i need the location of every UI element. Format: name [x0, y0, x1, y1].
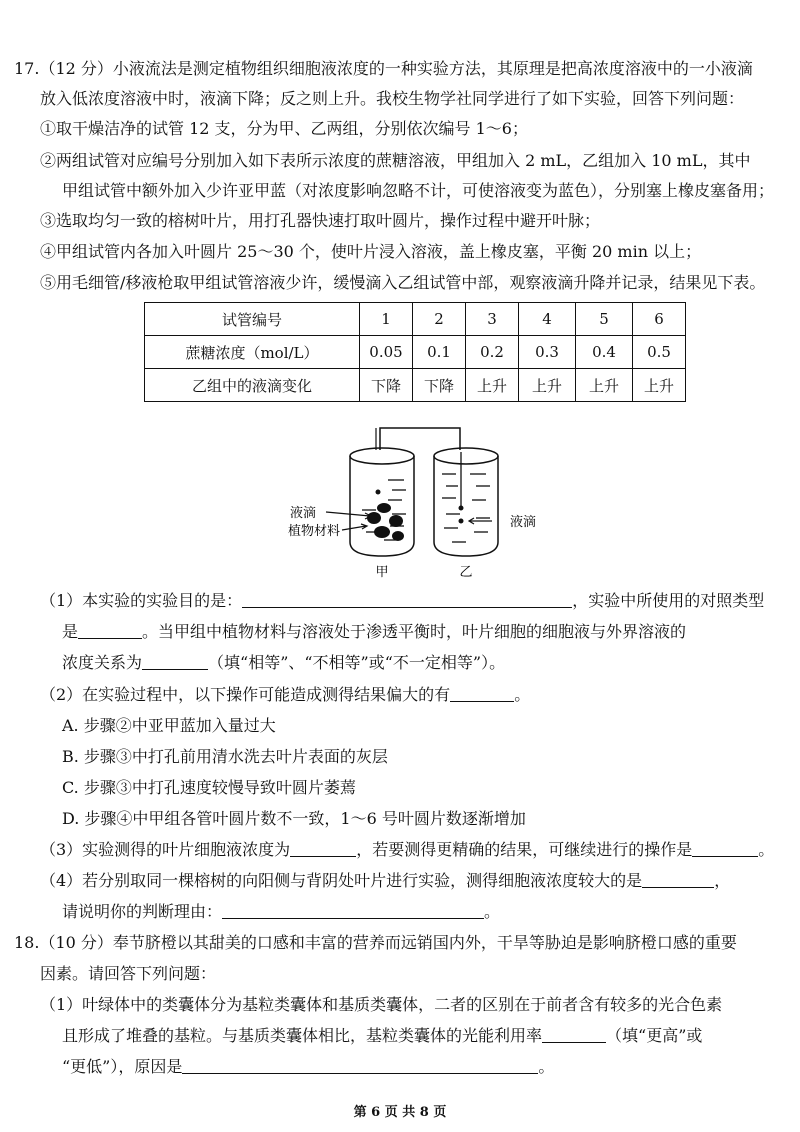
q17-sub2-line [40, 684, 782, 706]
q17-step3: ③选取均匀一致的榕树叶片，用打孔器快速打取叶圆片，操作过程中避开叶脉； [40, 211, 601, 230]
q17-sub1-text-e: 浓度关系为 [62, 653, 143, 672]
q17-sub4-end: 。 [484, 902, 501, 921]
q17-sub1-line3 [62, 652, 782, 674]
q17-sub1-line1 [40, 590, 782, 612]
leaf-disc [392, 531, 404, 541]
answer-blank[interactable] [642, 871, 714, 888]
q18-sub1-text-c: “更低”），原因是 [62, 1057, 183, 1076]
arrow-icon [342, 524, 367, 530]
label-yi: 乙 [459, 565, 473, 580]
answer-blank[interactable] [450, 685, 514, 702]
table-row [145, 303, 686, 336]
q18-sub1-text-b: （填“更高”或 [606, 1026, 703, 1045]
results-table [144, 302, 686, 402]
q17-step2-line1: ②两组试管对应编号分别加入如下表所示浓度的蔗糖溶液，甲组加入 2 mL，乙组加入 10 mL，其中 [40, 151, 751, 170]
tube-number: 4 [519, 303, 576, 336]
test-tube-diagram [280, 422, 560, 582]
q18-sub1-line1: （1）叶绿体中的类囊体分为基粒类囊体和基质类囊体，二者的区别在于前者含有较多的光合色素 [40, 995, 723, 1014]
droplet [459, 519, 464, 524]
q17-intro-line2: 放入低浓度溶液中时，液滴下降；反之则上升。我校生物学社同学进行了如下实验，回答下列问题： [40, 89, 745, 108]
change-cell: 上升 [519, 369, 576, 402]
change-cell: 上升 [633, 369, 686, 402]
q17-step1: ①取干燥洁净的试管 12 支，分为甲、乙两组，分别依次编号 1～6； [40, 119, 528, 138]
leaf-disc [377, 503, 391, 513]
option-d: D. 步骤④中甲组各管叶圆片数不一致，1～6 号叶圆片数逐渐增加 [62, 809, 526, 828]
droplet [459, 506, 464, 511]
q17-sub4-line2 [62, 901, 782, 923]
answer-blank[interactable] [692, 840, 758, 857]
tube-jia [350, 448, 414, 556]
q17-step5: ⑤用毛细管/移液枪取甲组试管溶液少许，缓慢滴入乙组试管中部，观察液滴升降并记录，结果见下表。 [40, 273, 766, 292]
concentration-cell: 0.4 [576, 336, 633, 369]
concentration-cell: 0.5 [633, 336, 686, 369]
answer-blank[interactable] [78, 622, 142, 639]
row-header-change: 乙组中的液滴变化 [145, 369, 360, 402]
leaf-disc [367, 512, 381, 524]
change-cell: 下降 [360, 369, 413, 402]
label-jia: 甲 [375, 565, 389, 580]
change-cell: 上升 [466, 369, 519, 402]
label-droplet-right: 液滴 [510, 515, 537, 530]
q17-sub1-text-b: ，实验中所使用的对照类型 [572, 591, 765, 610]
page-footer: 第 6 页 共 8 页 [353, 1105, 447, 1120]
option-c: C. 步骤③中打孔速度较慢导致叶圆片萎蔫 [62, 778, 356, 797]
arrow-icon [326, 512, 371, 519]
arrow-icon [469, 518, 492, 524]
q17-sub3-text-b: ，若要测得更精确的结果，可继续进行的操作是 [356, 840, 693, 859]
concentration-cell: 0.05 [360, 336, 413, 369]
answer-blank[interactable] [182, 1057, 538, 1074]
q17-sub1-text-d: 。当甲组中植物材料与溶液处于渗透平衡时，叶片细胞的细胞液与外界溶液的 [142, 622, 687, 641]
droplet [376, 490, 381, 495]
q17-sub1-text-a: （1）本实验的实验目的是： [40, 591, 243, 610]
concentration-cell: 0.3 [519, 336, 576, 369]
tube-number: 3 [466, 303, 519, 336]
q17-step4: ④甲组试管内各加入叶圆片 25～30 个，使叶片浸入溶液，盖上橡皮塞，平衡 20 min 以上； [40, 242, 702, 261]
option-a: A. 步骤②中亚甲蓝加入量过大 [62, 716, 276, 735]
q18-sub1-line3 [62, 1056, 782, 1078]
q17-sub1-text-c: 是 [62, 622, 79, 641]
answer-blank[interactable] [142, 653, 208, 670]
answer-blank[interactable] [242, 591, 572, 608]
q18-intro-line2: 因素。请回答下列问题： [40, 964, 217, 983]
row-header-concentration: 蔗糖浓度（mol/L） [145, 336, 360, 369]
q17-intro-line1: 17.（12 分）小液流法是测定植物组织细胞液浓度的一种实验方法，其原理是把高浓度溶液中的一小液滴 [14, 59, 753, 78]
q17-sub4-text-a: （4）若分别取同一棵榕树的向阳侧与背阴处叶片进行实验，测得细胞液浓度较大的是 [40, 871, 643, 890]
tube-number: 5 [576, 303, 633, 336]
q18-sub1-text-d: 。 [538, 1057, 555, 1076]
leaf-disc [389, 515, 403, 527]
row-header-tube: 试管编号 [145, 303, 360, 336]
q17-sub1-line2 [62, 621, 782, 643]
answer-blank[interactable] [542, 1026, 606, 1043]
q17-sub3-text-a: （3）实验测得的叶片细胞液浓度为 [40, 840, 291, 859]
tube-number: 6 [633, 303, 686, 336]
concentration-cell: 0.2 [466, 336, 519, 369]
leaf-disc [374, 526, 390, 538]
q17-sub4-text-b: ， [714, 871, 731, 890]
q17-sub3-line [40, 839, 782, 861]
table-row [145, 369, 686, 402]
change-cell: 下降 [413, 369, 466, 402]
q17-sub1-text-f: （填“相等”、“不相等”或“不一定相等”）。 [208, 653, 506, 672]
q17-sub4-text-c: 请说明你的判断理由： [62, 902, 223, 921]
q18-sub1-line2 [62, 1025, 782, 1047]
q17-sub3-end: 。 [758, 840, 775, 859]
q17-sub4-line1 [40, 870, 782, 892]
answer-blank[interactable] [290, 840, 356, 857]
label-droplet-left: 液滴 [289, 506, 316, 521]
answer-blank[interactable] [222, 902, 484, 919]
capillary-tube [380, 428, 460, 450]
tube-number: 1 [360, 303, 413, 336]
q18-sub1-text-a: 且形成了堆叠的基粒。与基质类囊体相比，基粒类囊体的光能利用率 [62, 1026, 543, 1045]
option-b: B. 步骤③中打孔前用清水洗去叶片表面的灰层 [62, 747, 388, 766]
q17-step2-line2: 甲组试管中额外加入少许亚甲蓝（对浓度影响忽略不计，可使溶液变为蓝色），分别塞上橡皮塞备用； [62, 181, 775, 200]
q17-sub2-text: （2）在实验过程中，以下操作可能造成测得结果偏大的有 [40, 685, 451, 704]
tube-yi [434, 448, 498, 556]
label-plant-material: 植物材料 [287, 524, 340, 539]
q18-intro-line1: 18.（10 分）奉节脐橙以其甜美的口感和丰富的营养而远销国内外，干旱等胁迫是影响脐橙口感的重要 [14, 933, 737, 952]
concentration-cell: 0.1 [413, 336, 466, 369]
table-row [145, 336, 686, 369]
q17-sub2-end: 。 [514, 685, 531, 704]
tube-number: 2 [413, 303, 466, 336]
change-cell: 上升 [576, 369, 633, 402]
